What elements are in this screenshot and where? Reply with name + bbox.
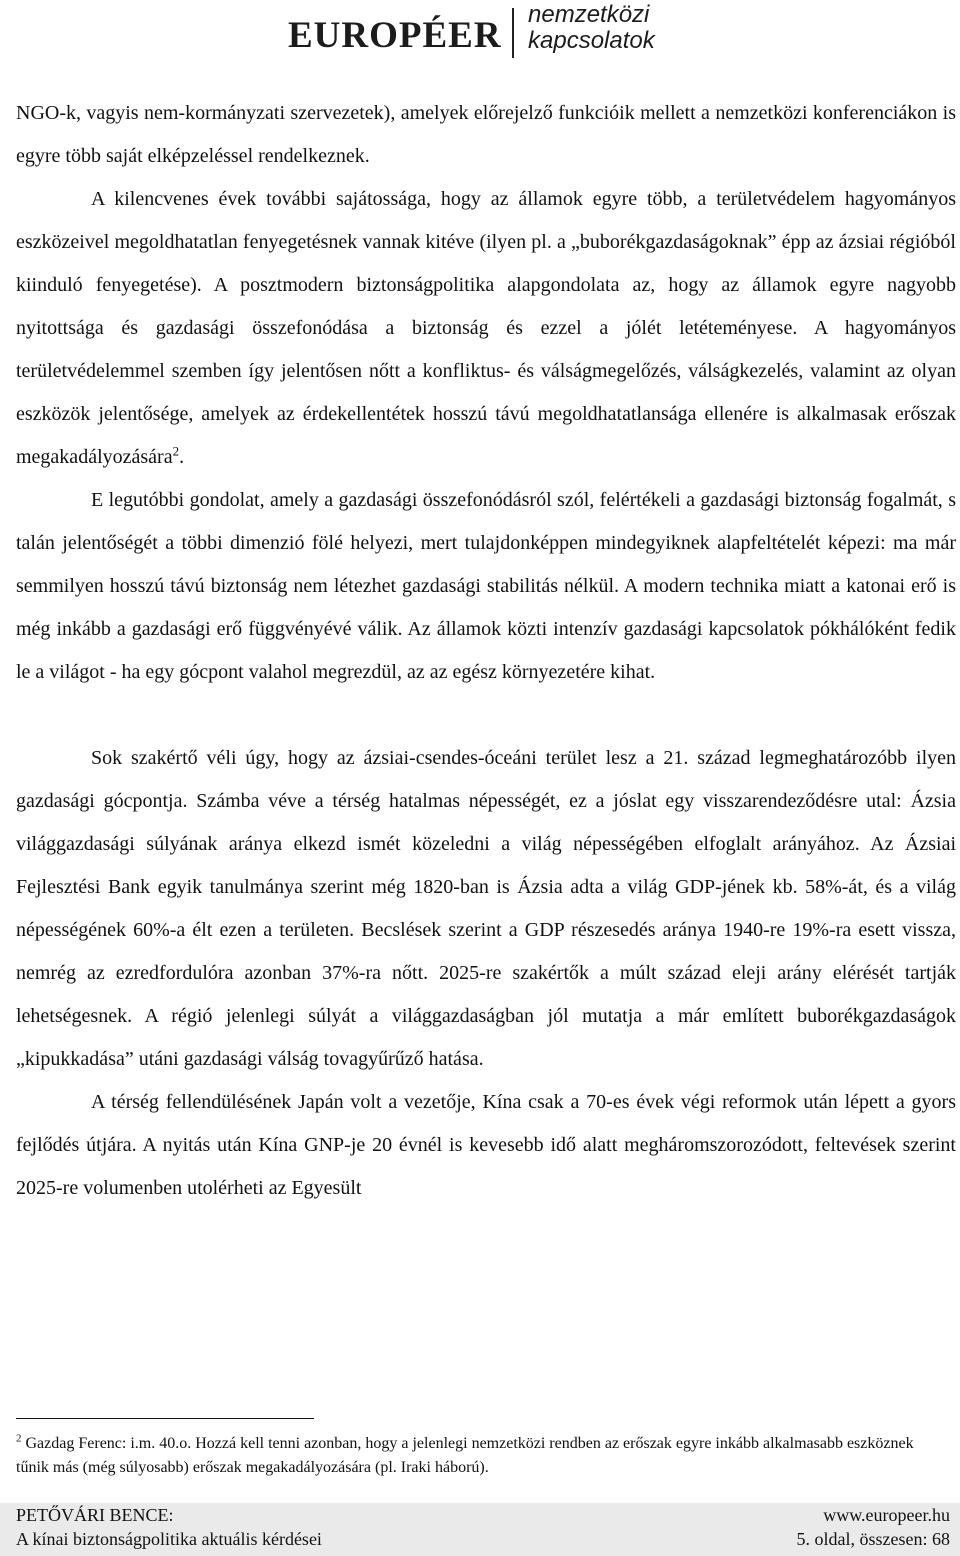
page-header [0,0,960,68]
logo-subtitle-line2: kapcsolatok [528,27,655,54]
paragraph-3: E legutóbbi gondolat, amely a gazdasági összefonódásról szól, felértékeli a gazdasági biztonság fogalmát, s talán jelentőségét a többi dimenzió fölé helyezi, mert tulajdonképpen mindegyiknek alapfeltételét képezi: ma már semmilyen hosszú távú biztonság nem létezhet gazdasági stabilitás nélkül. A modern technika miatt a katonai erő is még inkább a gazdasági erő függvényévé válik. Az államok közti intenzív gazdasági kapcsolatok pókhálóként fedik le a világot - ha egy gócpont valahol megrezdül, az az egész környezetére kihat. [16,489,956,683]
logo-subtitle-line1: nemzetközi [528,1,650,28]
footer-title: A kínai biztonságpolitika aktuális kérdései [16,1529,322,1549]
footnote-number: 2 [16,1432,22,1445]
paragraph-2-text: A kilencvenes évek további sajátossága, hogy az államok egyre több, a területvédelem hagyományos eszközeivel megoldhatatlan fenyegetésnek vannak kitéve (ilyen pl. a „buborékgazdaságoknak” épp az ázsiai régióból kiinduló fenyegetése). A posztmodern biztonságpolitika alapgondolata az, hogy az államok egyre nagyobb nyitottsága és gazdasági összefonódása a biztonság és ezzel a jólét letéteményese. A hagyományos területvédelemmel szemben így jelentősen nőtt a konfliktus- és válságmegelőzés, válságkezelés, valamint az olyan eszközök jelentősége, amelyek az érdekellentétek hosszú távú megoldhatatlansága ellenére is alkalmasak erőszak megakadályozására [16,188,956,468]
logo-subtitle [528,2,655,54]
logo-europeer: EUROPÉER [288,15,502,56]
paragraph-2-end: . [179,446,185,468]
page-footer [0,1503,960,1556]
footer-author: PETŐVÁRI BENCE: [16,1505,174,1525]
logo-divider [512,8,514,58]
paragraph-4: Sok szakértő véli úgy, hogy az ázsiai-csendes-óceáni terület lesz a 21. század legmeghatározóbb ilyen gazdasági gócpontja. Számba véve a térség hatalmas népességét, ez a jóslat egy visszarendeződésre utal: Ázsia világgazdasági súlyának aránya elkezd ismét közeledni a világ népességében elfoglalt arányához. Az Ázsiai Fejlesztési Bank egyik tanulmánya szerint még 1820-ban is Ázsia adta a világ GDP-jének kb. 58%-át, és a világ népességének 60%-a élt ezen a területen. Becslések szerint a GDP részesedés aránya 1940-re 19%-ra esett vissza, nemrég az ezredfordulóra azonban 37%-ra nőtt. 2025-re szakértők a múlt század eleji arány elérését tartják lehetségesnek. A régió jelenlegi súlyát a világgazdaságban jól mutatja a már említett buborékgazdaságok „kipukkadása” utáni gazdasági válság tovagyűrűző hatása. [16,747,956,1070]
paragraph-5: A térség fellendülésének Japán volt a vezetője, Kína csak a 70-es évek végi reformok után lépett a gyors fejlődés útjára. A nyitás után Kína GNP-je 20 évnél is kevesebb idő alatt megháromszorozódott, feltevések szerint 2025-re volumenben utolérheti az Egyesült [16,1091,956,1199]
footnote-separator [16,1418,314,1419]
footnote [16,1432,936,1480]
footer-page-number: 5. oldal, összesen: 68 [796,1529,950,1549]
footnote-text: Gazdag Ferenc: i.m. 40.o. Hozzá kell tenni azonban, hogy a jelenlegi nemzetközi rendben az erőszak egyre inkább alkalmasabb eszköznek tűnik más (még súlyosabb) erőszak megakadályozására (pl. Iraki háború). [16,1435,914,1476]
paragraph-2 [16,178,956,479]
document-body [16,92,956,1210]
footnote-reference[interactable]: 2 [172,443,180,459]
footer-website-link[interactable]: www.europeer.hu [823,1505,950,1525]
paragraph-1: NGO-k, vagyis nem-kormányzati szervezetek), amelyek előrejelző funkcióik mellett a nemzetközi konferenciákon is egyre több saját elképzeléssel rendelkeznek. [16,102,956,167]
